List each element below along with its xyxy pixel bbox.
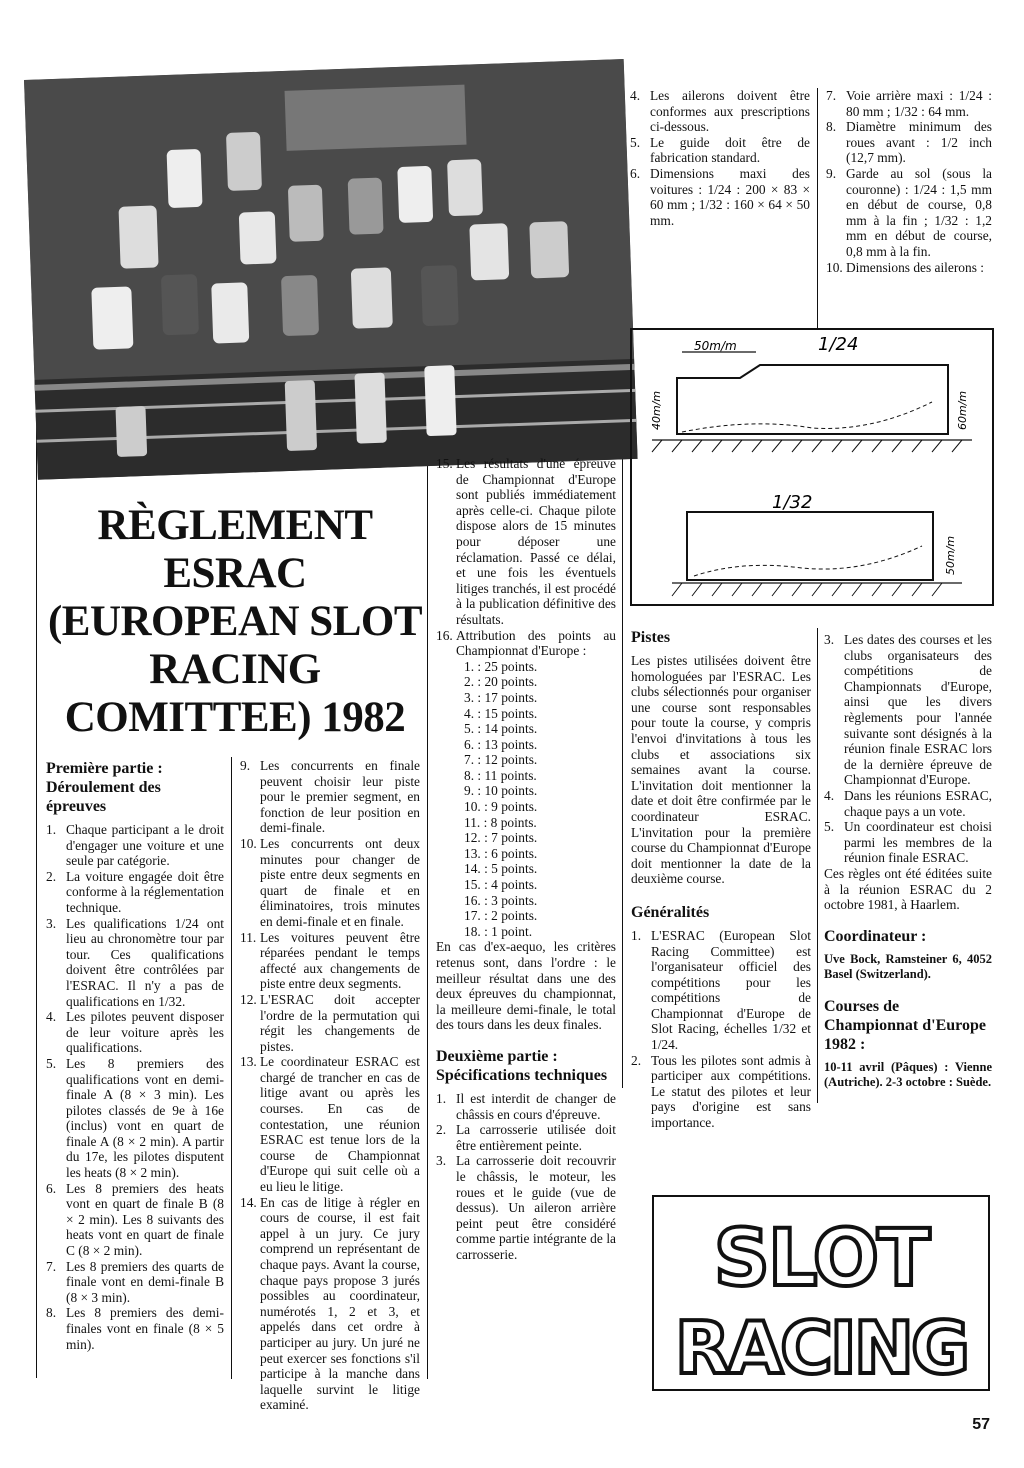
list-item: 4. Les ailerons doivent être conformes aux prescriptions ci-dessous. (630, 88, 810, 135)
coordinateur-text: Uve Bock, Ramsteiner 6, 4052 Basel (Switzerland). (824, 951, 992, 982)
list-item: 6. Dimensions maxi des voitures : 1/24 : 200 × 83 × 60 mm ; 1/32 : 160 × 64 × 50 mm. (630, 165, 810, 228)
part1-column-2 (240, 758, 420, 1413)
top-width-label: 50m/m (694, 339, 737, 353)
slot-cars-photo (24, 59, 638, 480)
part1-heading: Première partie : Déroulement des épreuves (46, 760, 163, 815)
list-item: 16. Attribution des points au Championnat d'Europe : (436, 627, 616, 659)
generalites-column (824, 632, 992, 1091)
tiebreak-paragraph: En cas d'ex-aequo, les critères retenus sont, dans l'ordre : le meilleur résultat dans une des deux épreuves du championnat, la meilleure demi-finale, le total des tours dans les deux finales. (436, 939, 616, 1033)
courses-heading: Courses de Championnat d'Europe 1982 : (824, 997, 986, 1053)
top-scale-label: 1/24 (818, 334, 859, 355)
list-item: 10. Les concurrents ont deux minutes pour changer de piste entre deux segments en quart de finale et en éliminatoires, trois minutes en demi-finale et en finale. (240, 835, 420, 929)
list-item: 1. L'ESRAC (European Slot Racing Committee) est l'organisateur officiel des compétitions pour les compétitions de Championnat d'Europe de Slot Racing, échelles 1/32 et 1/24. (631, 927, 811, 1053)
column-rule (231, 757, 232, 1379)
bottom-scale-label: 1/32 (772, 492, 813, 513)
list-item: 11. Les voitures peuvent être réparées pendant le temps affecté aux changements de piste entre deux segments. (240, 929, 420, 992)
list-item: 12. L'ESRAC doit accepter l'ordre de la permutation qui régit les changements de pistes. (240, 991, 420, 1054)
page-number: 57 (972, 1416, 990, 1433)
list-item: 1. Il est interdit de changer de châssis en cours d'épreuve. (436, 1090, 616, 1122)
list-item: 8. Les 8 premiers des demi-finales vont en finale (8 × 5 min). (46, 1305, 224, 1352)
part2-column-4 (630, 88, 810, 228)
list-item: 2. La carrosserie utilisée doit être entièrement peinte. (436, 1122, 616, 1153)
top-left-height-label: 40m/m (650, 390, 663, 430)
list-item: 3. Les qualifications 1/24 ont lieu au chronomètre tour par tour. Ces qualifications doivent être contrôlées par l'ESRAC. Il n'y a pas de qualifications en 1/32. (46, 915, 224, 1009)
list-item: 10. Dimensions des ailerons : (826, 259, 984, 275)
pistes-text: Les pistes utilisées doivent être homologuées par l'ESRAC. Les clubs sélectionnés pour organiser une course sont responsables pour toute la course, y compris l'envoi d'invitations à tous les clubs et associations six semaines avant la course. L'invitation doit mentionner la date et doit être confirmée par le coordinateur ESRAC. L'invitation pour la première course du Championnat d'Europe doit mentionner la date de la deuxième course. (631, 653, 811, 887)
pistes-column (631, 624, 811, 1131)
list-item: 7. Voie arrière maxi : 1/24 : 80 mm ; 1/32 : 64 mm. (826, 88, 992, 119)
list-item: 2. La voiture engagée doit être conforme à la réglementation technique. (46, 868, 224, 915)
part1-column-3 (436, 456, 616, 1263)
courses-text: 10-11 avril (Pâques) : Vienne (Autriche). 2-3 octobre : Suède. (824, 1059, 992, 1090)
list-item: 5. Les 8 premiers des qualifications vont en demi-finale A (8 × 3 min). Les pilotes classés de 9e à 16e (inclus) vont en quart de finale A (8 × 2 min). A partir du 17e, les pilotes disputent les heats (8 × 2 min). (46, 1055, 224, 1181)
coordinateur-heading: Coordinateur : (824, 927, 927, 945)
part1-column-1 (46, 755, 224, 1352)
list-item: 1. Chaque participant a le droit d'engager une voiture et une seule par catégorie. (46, 822, 224, 869)
top-right-height-label: 60m/m (956, 390, 969, 430)
list-item: 7. Les 8 premiers des quarts de finale vont en demi-finale B (8 × 3 min). (46, 1258, 224, 1305)
list-item: 14. En cas de litige à régler en cours de course, il est fait appel à un jury. Ce jury comprend un représentant de chaque pays. Avant la course, chaque pays propose 3 jurés possibles au coordinateur, numérotés 1, 2 et 3, et appelés dans cet ordre à participer au jury. Un juré ne peut exercer ses fonctions s'il participe à la manche dans laquelle survint le litige examiné. (240, 1194, 420, 1413)
wing-dimensions-diagram (630, 328, 994, 606)
list-item: 5. Le guide doit être de fabrication standard. (630, 134, 810, 166)
list-item: 4. Dans les réunions ESRAC, chaque pays a un vote. (824, 787, 992, 819)
list-item: 13. Le coordinateur ESRAC est chargé de trancher en cas de litige avant ou après les courses. En cas de contestation, une réunion ESRAC est tenue lors de la course de Championnat d'Europe qui suit celle où a eu lieu le litige. (240, 1054, 420, 1195)
points-table: 1. : 25 points. 2. : 20 points. 3. : 17 points. 4. : 15 points. 5. : 14 points. 6. : 13 points. 7. : 12 points. 8. : 11 points. 9. : 10 points. 10. : 9 points. 11. : 8 points. 12. : 7 points. 13. : 6 points. 14. : 5 points. 15. : 4 points. 16. : 3 points. 17. : 2 points. 18. : 1 point. (464, 658, 538, 939)
closing-text: Ces règles ont été éditées suite à la réunion ESRAC du 2 octobre 1981, à Haarlem. (824, 865, 992, 913)
part2-heading: Deuxième partie : Spécifications techniques (436, 1047, 608, 1084)
column-rule (817, 88, 818, 328)
logo-word-slot: SLOT (713, 1214, 929, 1304)
page-title: RÈGLEMENT ESRAC (EUROPEAN SLOT RACING COMITTEE) 1982 (47, 502, 423, 741)
slot-racing-logo (652, 1195, 990, 1391)
bottom-height-label: 50m/m (944, 535, 957, 575)
column-rule (817, 628, 818, 1103)
list-item: 3. Les dates des courses et les clubs organisateurs des compétitions de Championnats d'Europe, ainsi que les divers règlements pour l'année suivante sont désignés à la réunion finale ESRAC lors de la dernière épreuve de Championnat d'Europe. (824, 632, 992, 788)
list-item: 5. Un coordinateur est choisi parmi les membres de la réunion finale ESRAC. (824, 819, 992, 866)
list-item: 2. Tous les pilotes sont admis à participer aux compétitions. Le statut des pilotes et leur pays d'origine est sans importance. (631, 1052, 811, 1131)
list-item: 3. La carrosserie doit recouvrir le châssis, le moteur, les roues et le guide (vue de dessus). Un aileron arrière peint peut être considéré comme partie intégrante de la carrosserie. (436, 1153, 616, 1262)
list-item: 6. Les 8 premiers des heats vont en quart de finale B (8 × 2 min). Les 8 suivants des heats vont en quart de finale C (8 × 2 min). (46, 1180, 224, 1259)
list-item: 15. Les résultats d'une épreuve de Championnat d'Europe sont publiés immédiatement après celle-ci. Chaque pilote dispose alors de 15 minutes pour déposer une réclamation. Passé ce délai, et une fois les éventuels litiges tranchés, il est procédé à la publication définitive des résultats. (436, 456, 616, 627)
logo-word-racing: RACING (674, 1306, 968, 1389)
generalites-heading: Généralités (631, 903, 710, 921)
list-item: 9. Garde au sol (sous la couronne) : 1/24 : 1,5 mm en début de course, 0,8 mm à la fin ; 1/32 : 1,2 mm en début de course, 0,8 mm à la fin. (826, 165, 992, 259)
list-item: 4. Les pilotes peuvent disposer de leur voiture après les qualifications. (46, 1009, 224, 1056)
list-item: 9. Les concurrents en finale peuvent choisir leur piste pour le premier segment, en fonction de leur position en demi-finale. (240, 758, 420, 836)
pistes-heading: Pistes (631, 629, 671, 646)
part2-column-5 (826, 88, 992, 275)
list-item: 8. Diamètre minimum des roues avant : 1/2 inch (12,7 mm). (826, 119, 992, 166)
